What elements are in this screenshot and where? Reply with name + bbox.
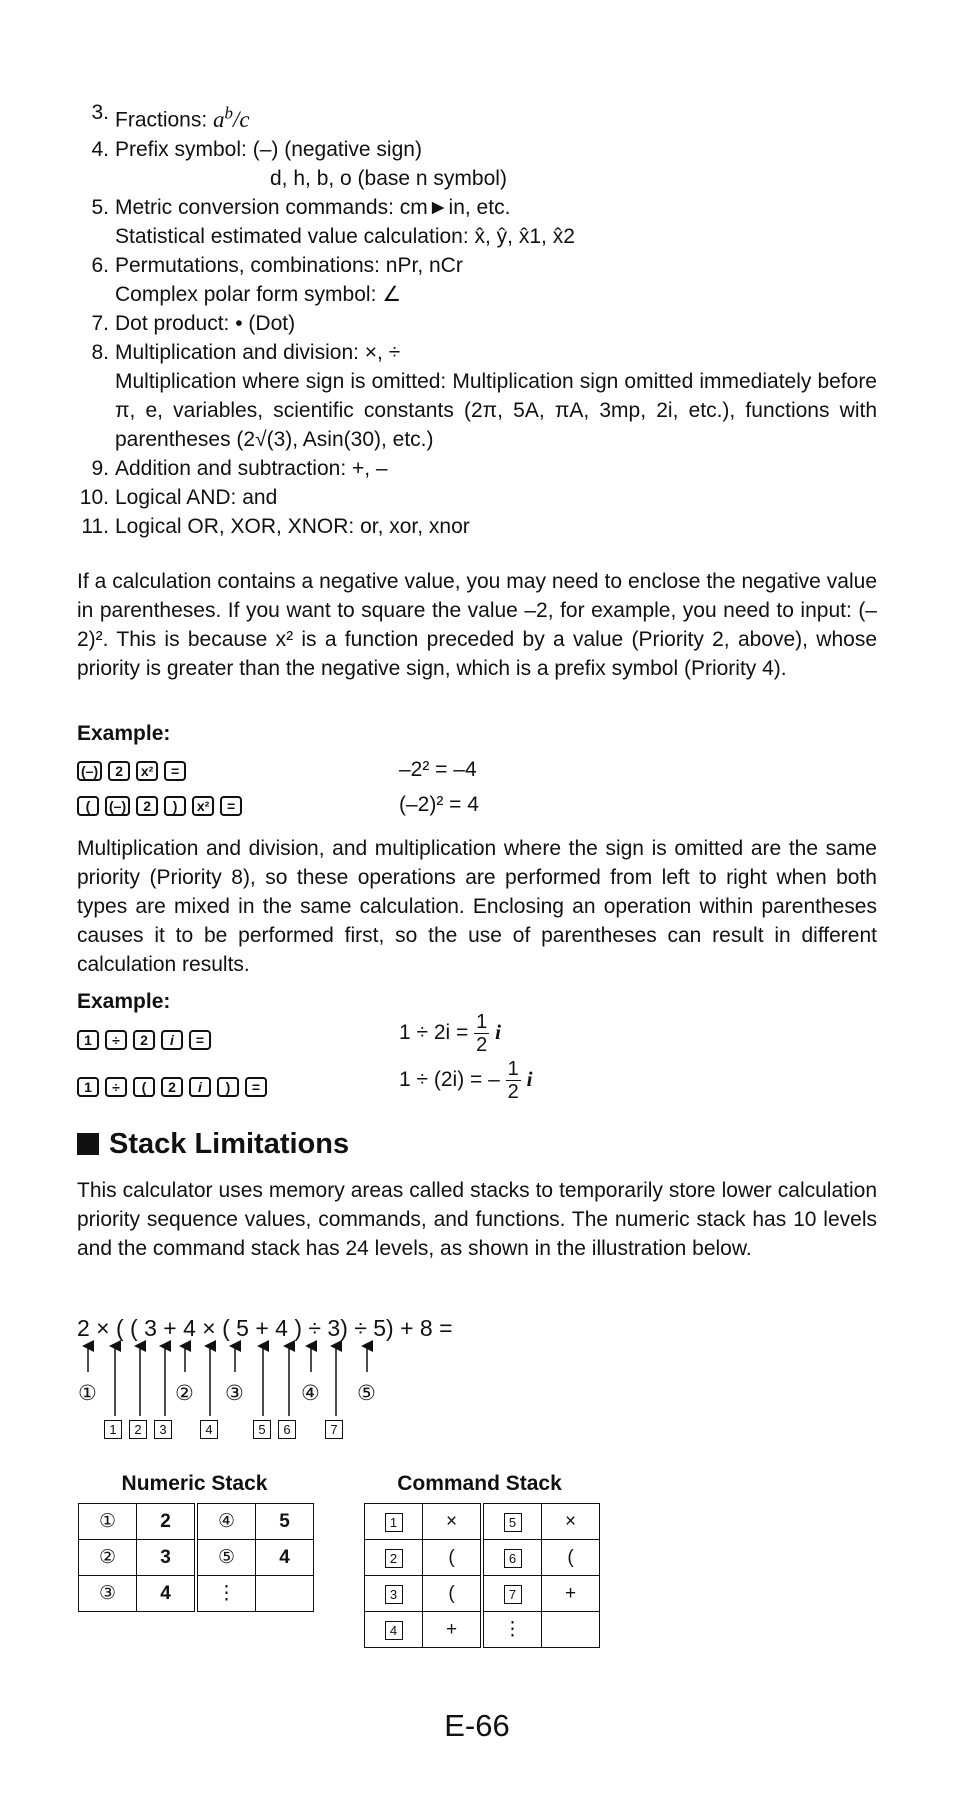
imaginary-unit: i <box>495 1020 501 1045</box>
table-cell: ⑤ <box>196 1540 256 1576</box>
list-item: 6. Permutations, combinations: nPr, nCr Complex polar form symbol: ∠ <box>91 253 463 306</box>
table-cell: 3 <box>137 1540 197 1576</box>
key-2: 2 <box>136 796 158 816</box>
circled-label: ③ <box>225 1382 244 1405</box>
table-row <box>365 1540 600 1576</box>
table-cell <box>365 1504 423 1540</box>
example-result: (–2)² = 4 <box>399 793 479 816</box>
table-cell <box>482 1504 542 1540</box>
key-close-paren: ) <box>164 796 186 816</box>
paragraph-priority: Multiplication and division, and multiplication where the sign is omitted are the same priority (Priority 8), so these operations are performed from left to right when both types are mixed in the same calculation. Enclosing an operation within parentheses causes it to be performed first, so the use of parentheses can result in different calculation results. <box>77 837 877 976</box>
table-cell <box>365 1612 423 1648</box>
boxed-label: 4 <box>200 1420 218 1439</box>
numerator: 1 <box>476 1011 488 1033</box>
table-cell: ( <box>542 1540 600 1576</box>
result-lhs: 1 ÷ (2i) = – <box>399 1068 500 1092</box>
list-item: 9. Addition and subtraction: +, – <box>91 456 388 480</box>
table-cell: 5 <box>256 1504 314 1540</box>
table-cell: ④ <box>196 1504 256 1540</box>
table-cell: ① <box>79 1504 137 1540</box>
table-row <box>79 1504 314 1540</box>
key-2: 2 <box>161 1077 183 1097</box>
circled-label: ④ <box>301 1382 320 1405</box>
table-cell: ② <box>79 1540 137 1576</box>
example-result: –2² = –4 <box>399 758 477 781</box>
table-row <box>79 1540 314 1576</box>
key-equals: = <box>164 761 186 781</box>
list-item: 7. Dot product: • (Dot) <box>91 311 296 335</box>
circled-label: ⑤ <box>357 1382 376 1405</box>
key-1: 1 <box>77 1077 99 1097</box>
list-item: 8. Multiplication and division: ×, ÷ Multiplication where sign is omitted: Multiplication sign omitted immediately before π, e, variables, scientific constants (2π, 5A, πA, 3mp, 2i, etc.), functions with parentheses (2√(3), Asin(30), etc.) <box>91 340 877 451</box>
command-stack-table <box>364 1503 600 1648</box>
imaginary-unit: i <box>526 1067 533 1092</box>
key-equals: = <box>245 1077 267 1097</box>
boxed-label: 3 <box>154 1420 172 1439</box>
table-cell: ⋮ <box>482 1612 542 1648</box>
priority-list <box>77 98 877 541</box>
table-cell: 4 <box>137 1576 197 1612</box>
table-cell <box>482 1576 542 1612</box>
list-item: 5. Metric conversion commands: cm►in, etc. Statistical estimated value calculation: x̂, ŷ, x̂1, x̂2 <box>91 195 575 248</box>
boxed-label: 5 <box>504 1513 522 1532</box>
boxed-label: 5 <box>253 1420 271 1439</box>
denominator: 2 <box>507 1081 519 1103</box>
example-result <box>399 1058 532 1103</box>
table-cell <box>365 1540 423 1576</box>
fraction <box>506 1058 521 1103</box>
section-title: Stack Limitations <box>109 1128 350 1160</box>
key-open-paren: ( <box>133 1077 155 1097</box>
key-2: 2 <box>108 761 130 781</box>
table-cell: + <box>423 1612 483 1648</box>
table-cell: × <box>542 1504 600 1540</box>
boxed-label: 1 <box>385 1513 403 1532</box>
boxed-label: 1 <box>104 1420 122 1439</box>
key-square: x² <box>192 796 214 816</box>
key-divide: ÷ <box>105 1030 127 1050</box>
list-item: 4. Prefix symbol: (–) (negative sign) d, h, b, o (base n symbol) <box>91 137 507 190</box>
boxed-label: 7 <box>504 1585 522 1604</box>
table-cell: 4 <box>256 1540 314 1576</box>
key-2: 2 <box>133 1030 155 1050</box>
key-sequence <box>77 793 242 819</box>
table-cell: × <box>423 1504 483 1540</box>
boxed-label: 4 <box>385 1621 403 1640</box>
numeric-stack-table <box>78 1503 314 1612</box>
key-i: i <box>189 1077 211 1097</box>
key-equals: = <box>220 796 242 816</box>
key-equals: = <box>189 1030 211 1050</box>
list-item: 11. Logical OR, XOR, XNOR: or, xor, xnor <box>81 514 470 538</box>
example-result <box>399 1011 501 1056</box>
example-label: Example: <box>77 990 171 1013</box>
circled-label: ② <box>175 1382 194 1405</box>
table-cell: 2 <box>137 1504 197 1540</box>
list-item: 10. Logical AND: and <box>79 485 278 509</box>
key-negative: (–) <box>77 761 102 781</box>
table-row <box>365 1504 600 1540</box>
numeric-stack-title: Numeric Stack <box>121 1472 268 1495</box>
table-row <box>365 1576 600 1612</box>
square-bullet-icon <box>77 1133 99 1155</box>
boxed-label: 6 <box>278 1420 296 1439</box>
key-1: 1 <box>77 1030 99 1050</box>
table-cell: ⋮ <box>196 1576 256 1612</box>
key-negative: (–) <box>105 796 130 816</box>
table-cell: ( <box>423 1540 483 1576</box>
key-open-paren: ( <box>77 796 99 816</box>
paragraph-stacks: This calculator uses memory areas called stacks to temporarily store lower calculation priority sequence values, commands, and functions. The numeric stack has 10 levels and the command stack has 24 levels, as shown in the illustration below. <box>77 1179 877 1260</box>
key-close-paren: ) <box>217 1077 239 1097</box>
circled-label: ① <box>78 1382 97 1405</box>
boxed-label: 2 <box>385 1549 403 1568</box>
section-heading <box>77 1128 349 1161</box>
command-stack-title: Command Stack <box>397 1472 562 1495</box>
fraction <box>474 1011 489 1056</box>
table-row <box>365 1612 600 1648</box>
boxed-label: 6 <box>504 1549 522 1568</box>
short-arrows <box>88 1346 367 1372</box>
list-item: 3. Fractions: $a^b/c$ <box>91 101 250 132</box>
example-label: Example: <box>77 722 171 745</box>
table-cell: ( <box>423 1576 483 1612</box>
paragraph-negative-values: If a calculation contains a negative value, you may need to enclose the negative value in parentheses. If you want to square the value –2, for example, you need to input: (–2)². This is because x² is a function preceded by a value (Priority 2, above), whose priority is greater than the negative sign, which is a prefix symbol (Priority 4). <box>77 570 877 680</box>
result-lhs: 1 ÷ 2i = <box>399 1021 469 1045</box>
table-cell <box>256 1576 314 1612</box>
key-sequence <box>77 758 186 784</box>
key-sequence <box>77 1074 267 1100</box>
key-square: x² <box>136 761 158 781</box>
table-cell: + <box>542 1576 600 1612</box>
boxed-label: 7 <box>325 1420 343 1439</box>
key-i: i <box>161 1030 183 1050</box>
key-sequence <box>77 1027 211 1053</box>
page-number: E-66 <box>444 1708 510 1743</box>
table-cell <box>542 1612 600 1648</box>
table-row <box>79 1576 314 1612</box>
boxed-label: 2 <box>129 1420 147 1439</box>
denominator: 2 <box>476 1034 488 1056</box>
table-cell <box>482 1540 542 1576</box>
table-cell <box>365 1576 423 1612</box>
key-divide: ÷ <box>105 1077 127 1097</box>
table-cell: ③ <box>79 1576 137 1612</box>
stack-expression: 2 × ( ( 3 + 4 × ( 5 + 4 ) ÷ 3) ÷ 5) + 8 = <box>77 1315 453 1341</box>
boxed-label: 3 <box>385 1585 403 1604</box>
numerator: 1 <box>507 1058 519 1080</box>
